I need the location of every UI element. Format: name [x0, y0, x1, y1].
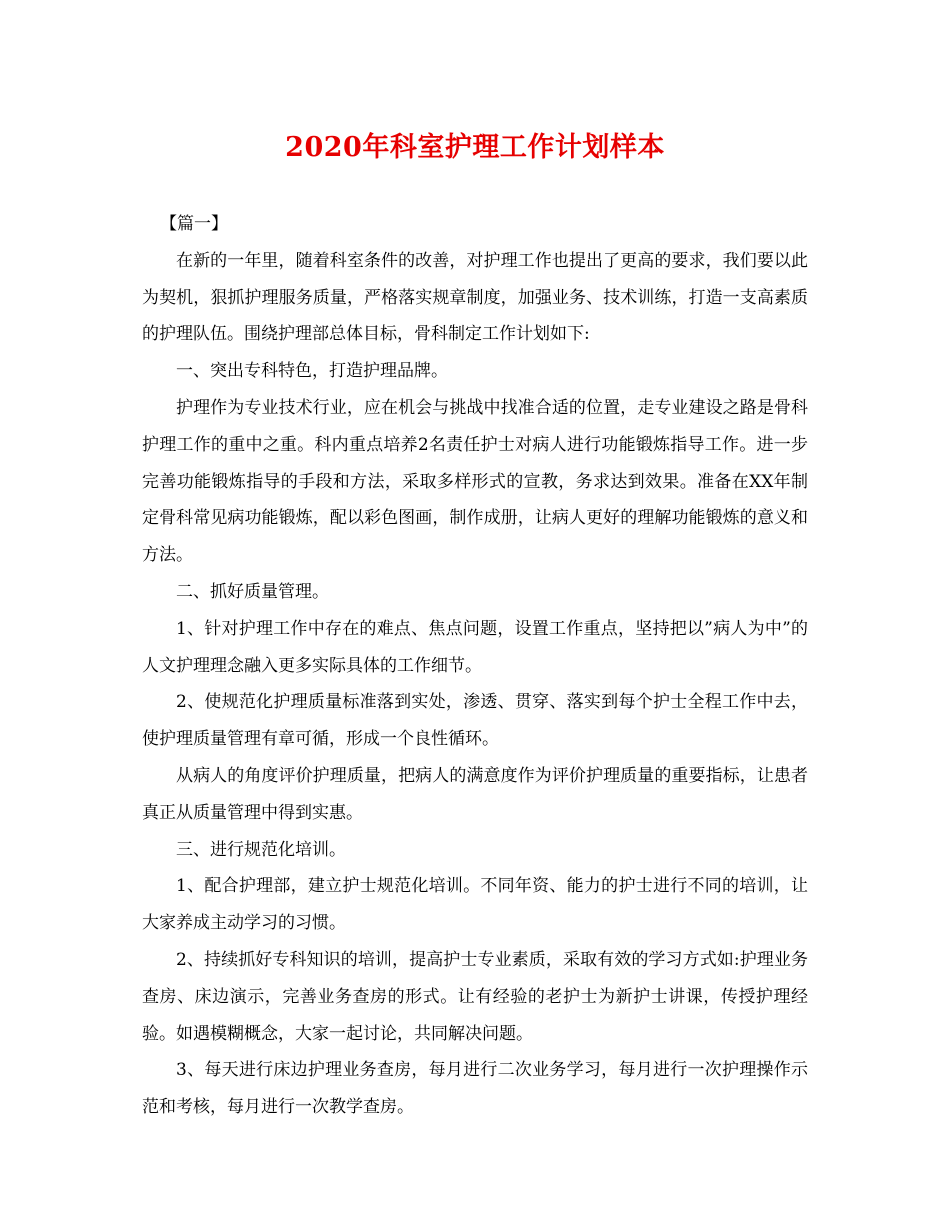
section-tag: 【篇一】	[160, 214, 228, 234]
section-2-item-1: 1、针对护理工作中存在的难点、焦点问题，设置工作重点，坚持把以”病人为中”的人文护理理念融入更多实际具体的工作细节。	[142, 618, 808, 676]
section-heading-1: 一、突出专科特色，打造护理品牌。	[176, 361, 448, 382]
section-3-item-3: 3、每天进行床边护理业务查房，每月进行二次业务学习，每月进行一次护理操作示范和考核，每月进行一次教学查房。	[142, 1060, 808, 1118]
section-1-paragraph: 护理作为专业技术行业，应在机会与挑战中找准合适的位置，走专业建设之路是骨科护理工作的重中之重。科内重点培养2名责任护士对病人进行功能锻炼指导工作。进一步完善功能锻炼指导的手段和方法，采取多样形式的宣教，务求达到效果。准备在XX年制定骨科常见病功能锻炼，配以彩色图画，制作成册，让病人更好的理解功能锻炼的意义和方法。	[142, 397, 808, 566]
intro-paragraph: 在新的一年里，随着科室条件的改善，对护理工作也提出了更高的要求，我们要以此为契机，狠抓护理服务质量，严格落实规章制度，加强业务、技术训练，打造一支高素质的护理队伍。围绕护理部总体目标，骨科制定工作计划如下:	[142, 250, 808, 345]
section-2-item-2: 2、使规范化护理质量标准落到实处，渗透、贯穿、落实到每个护士全程工作中去，使护理质量管理有章可循，形成一个良性循环。	[142, 692, 808, 750]
section-heading-3: 三、进行规范化培训。	[176, 839, 346, 860]
document-body	[142, 206, 808, 1126]
section-2-paragraph: 从病人的角度评价护理质量，把病人的满意度作为评价护理质量的重要指标，让患者真正从质量管理中得到实惠。	[142, 765, 808, 823]
document-title: 2020年科室护理工作计划样本	[285, 132, 665, 163]
section-3-item-1: 1、配合护理部，建立护士规范化培训。不同年资、能力的护士进行不同的培训，让大家养成主动学习的习惯。	[142, 876, 808, 934]
section-heading-2: 二、抓好质量管理。	[176, 581, 329, 602]
section-3-item-2: 2、持续抓好专科知识的培训，提高护士专业素质，采取有效的学习方式如:护理业务查房、床边演示，完善业务查房的形式。让有经验的老护士为新护士讲课，传授护理经验。如遇模糊概念，大家一起讨论，共同解决问题。	[142, 949, 808, 1044]
